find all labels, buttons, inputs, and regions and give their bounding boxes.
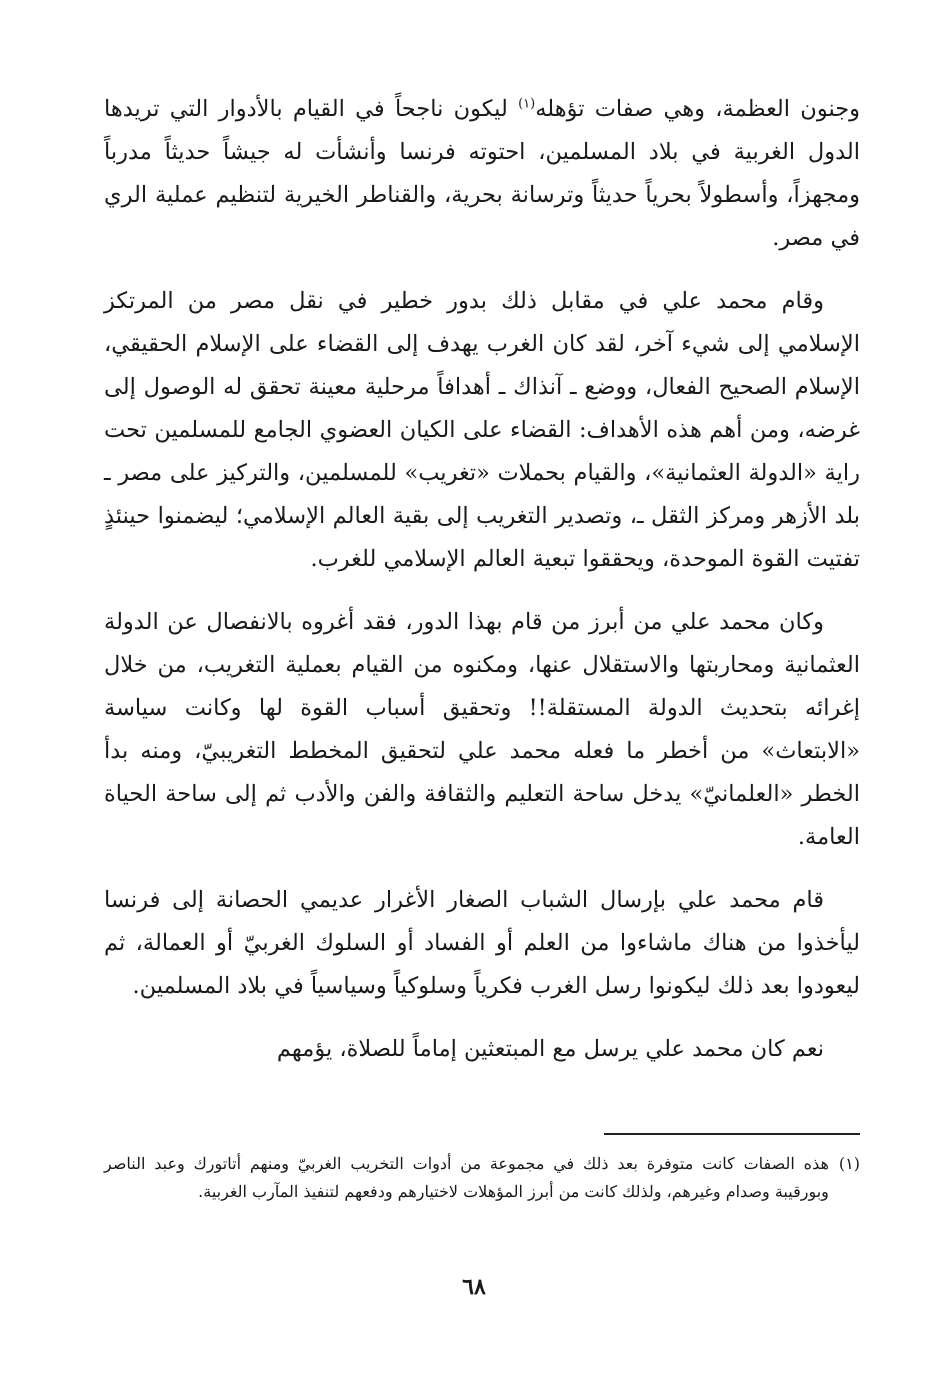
footnote-separator	[604, 1133, 860, 1135]
paragraph-1-after: ليكون ناجحاً في القيام بالأدوار التي تريدها الدول الغربية في بلاد المسلمين، احتوته فرنسا وأنشأت له جيشاً حديثاً مدرباً ومجهزاً، وأسطولاً بحرياً حديثاً وترسانة بحرية، والقناطر الخيرية لتنظيم عملية الري في مصر.	[104, 96, 860, 251]
footnote-reference: (١)	[518, 96, 536, 112]
footnote-number: (١)	[838, 1154, 860, 1173]
footnote-text: هذه الصفات كانت متوفرة بعد ذلك في مجموعة من أدوات التخريب الغربيّ ومنهم أتاتورك وعبد الناصر وبورقيبة وصدام وغيرهم، ولذلك كانت من أبرز المؤهلات لاختيارهم ودفعهم لتنفيذ المآرب الغربية.	[104, 1154, 829, 1201]
main-text	[104, 88, 860, 1071]
paragraph-1-before: وجنون العظمة، وهي صفات تؤهله	[535, 96, 861, 122]
paragraph-1	[104, 88, 860, 260]
paragraph-4: قام محمد علي بإرسال الشباب الصغار الأغرار عديمي الحصانة إلى فرنسا ليأخذوا من هناك ماشاءوا من العلم أو الفساد أو السلوك الغربيّ أو العمالة، ثم ليعودوا بعد ذلك ليكونوا رسل الغرب فكرياً وسلوكياً وسياسياً في بلاد المسلمين.	[104, 887, 860, 999]
paragraph-3: وكان محمد علي من أبرز من قام بهذا الدور، فقد أغروه بالانفصال عن الدولة العثمانية ومحاربتها والاستقلال عنها، ومكنوه من القيام بعملية التغريب، من خلال إغرائه بتحديث الدولة المستقلة!! وتحقيق أسباب القوة لها وكانت سياسة «الابتعاث» من أخطر ما فعله محمد علي لتحقيق المخطط التغريبيّ، ومنه بدأ الخطر «العلمانيّ» يدخل ساحة التعليم والثقافة والفن والأدب ثم إلى ساحة الحياة العامة.	[104, 609, 860, 850]
footnote	[104, 1150, 860, 1206]
page-number: ٦٨	[462, 1274, 486, 1300]
paragraph-2: وقام محمد علي في مقابل ذلك بدور خطير في نقل مصر من المرتكز الإسلامي إلى شيء آخر، لقد كان الغرب يهدف إلى القضاء على الإسلام الحقيقي، الإسلام الصحيح الفعال، ووضع ـ آنذاك ـ أهدافاً مرحلية معينة تحقق له الوصول إلى غرضه، ومن أهم هذه الأهداف: القضاء على الكيان العضوي الجامع للمسلمين تحت راية «الدولة العثمانية»، والقيام بحملات «تغريب» للمسلمين، والتركيز على مصر ـ بلد الأزهر ومركز الثقل ـ، وتصدير التغريب إلى بقية العالم الإسلامي؛ ليضمنوا حينئذٍ تفتيت القوة الموحدة، ويحققوا تبعية العالم الإسلامي للغرب.	[104, 288, 860, 572]
paragraph-5: نعم كان محمد علي يرسل مع المبتعثين إماماً للصلاة، يؤمهم	[276, 1036, 824, 1062]
